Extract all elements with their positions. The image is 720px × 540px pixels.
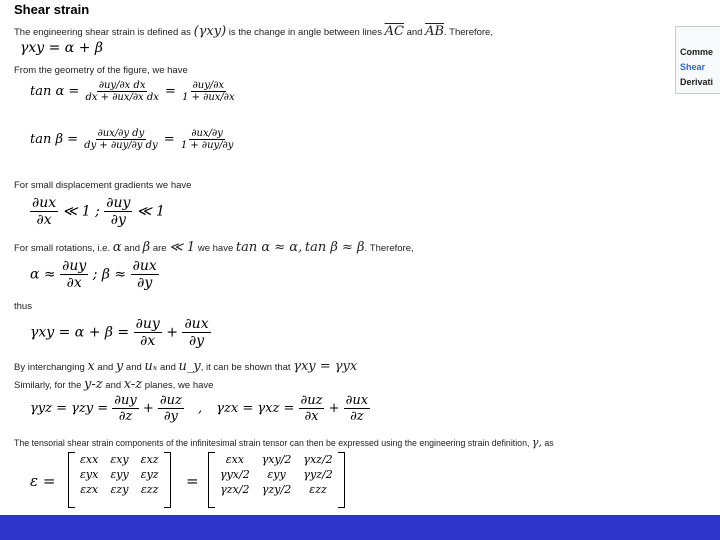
matrix-cell: εzy — [110, 483, 129, 496]
matrix-cell: εyy — [110, 468, 129, 481]
matrix-cell: εyz — [140, 468, 159, 481]
equation-gamma-yz-zx: γyz = γzy = $\frac{\partial uy}{\partial z}$ + $\frac{\partial uz}{\partial y}$ , γzx = γxz = $\frac{\partial uz}{\partial x}$ + $\frac{\partial ux}{\partial z}$ — [30, 393, 369, 424]
matrix-cell: γxy/2 — [261, 453, 292, 466]
matrix-cell: εxx — [225, 453, 244, 466]
matrix-cell: γyx/2 — [220, 468, 250, 481]
matrix-cell: εxx — [80, 453, 99, 466]
section-heading: Shear strain — [14, 2, 90, 17]
matrix-cell: γyz/2 — [303, 468, 333, 481]
matrix-row — [214, 452, 339, 467]
strain-matrix-gamma — [208, 452, 339, 497]
strain-matrix-epsilon — [68, 452, 165, 497]
matrix-row — [74, 452, 165, 467]
matrix-cell: γzy/2 — [261, 483, 292, 496]
equation-gamma-sum: γxy = α + β — [20, 40, 103, 56]
epsilon-lhs: ε = — [30, 472, 56, 490]
matrix-cell: γzx/2 — [220, 483, 250, 496]
matrix-row — [214, 482, 339, 497]
equation-tan-beta: tan β = $\frac{\text{∂ux/∂y dy}}{\text{dy + ∂uy/∂y dy}}$ = $\frac{\partial ux/\partial y}{1 + \partial uy/\partial y}$ — [30, 128, 234, 151]
matrix-cell: εxy — [110, 453, 129, 466]
matrix-cell: γxz/2 — [303, 453, 333, 466]
line-ac: $\overline{AC}$ — [384, 24, 404, 39]
left-bracket — [68, 452, 75, 508]
interchange-line: By interchanging x and y and uₓ and u_y, it can be shown that γxy = γyx — [14, 359, 358, 374]
equation-tan-alpha: tan α = $\frac{\text{∂uy/∂x dx}}{\text{dx + ∂ux/∂x dx}}$ = $\frac{\partial uy/\partial x}{1 + \partial ux/\partial x}$ — [30, 80, 235, 103]
matrix-row — [214, 467, 339, 482]
matrix-cell: εzx — [80, 483, 99, 496]
matrix-cell: εzz — [140, 483, 159, 496]
sidebar-item-derivati[interactable]: Derivati — [680, 77, 714, 87]
sidebar-item-shear[interactable]: Shear — [680, 62, 706, 72]
similarly-line: Similarly, for the y-z and x-z planes, we have — [14, 377, 214, 392]
equation-alpha-beta-approx: α ≈ $\frac{\partial uy}{\partial x}$ ; β ≈ $\frac{\partial ux}{\partial y}$ — [30, 258, 157, 291]
footer-bar — [0, 515, 720, 540]
line-ab: $\overline{AB}$ — [425, 24, 445, 39]
matrix-cell: εyx — [80, 468, 99, 481]
right-bracket — [338, 452, 345, 508]
sidebar-box — [675, 26, 720, 94]
equation-gamma-xy: γxy = α + β = $\frac{\partial uy}{\partial x}$ + $\frac{\partial ux}{\partial y}$ — [30, 316, 209, 349]
matrix-cell: εxz — [140, 453, 159, 466]
matrix-equals: = — [186, 472, 199, 490]
matrix-cell: εzz — [309, 483, 327, 496]
equation-small-gradients: $\frac{\partial ux}{\partial x}$ ≪ 1 ; $\frac{\partial uy}{\partial y}$ ≪ 1 — [32, 195, 165, 228]
matrix-row — [74, 467, 165, 482]
gamma-xy-symbol: (γxy) — [193, 24, 227, 39]
small-displacement-line: For small displacement gradients we have — [14, 180, 192, 191]
sidebar-item-comme[interactable]: Comme — [680, 47, 714, 57]
left-bracket — [208, 452, 215, 508]
thus-line: thus — [14, 301, 32, 312]
right-bracket — [164, 452, 171, 508]
matrix-cell: εyy — [267, 468, 286, 481]
small-rotations-line: For small rotations, i.e. α and β are ≪ 1 we have tan α ≈ α, tan β ≈ β. Therefore, — [14, 240, 414, 255]
intro-line: The engineering shear strain is defined as (γxy) is the change in angle between lines $\overline{AC}$ and $\overline{AB}$. Therefore, — [14, 24, 493, 39]
tensorial-line: The tensorial shear strain components of the infinitesimal strain tensor can then be expressed using the engineering strain definition, γ, as — [14, 436, 554, 449]
geometry-line: From the geometry of the figure, we have — [14, 65, 188, 76]
matrix-row — [74, 482, 165, 497]
